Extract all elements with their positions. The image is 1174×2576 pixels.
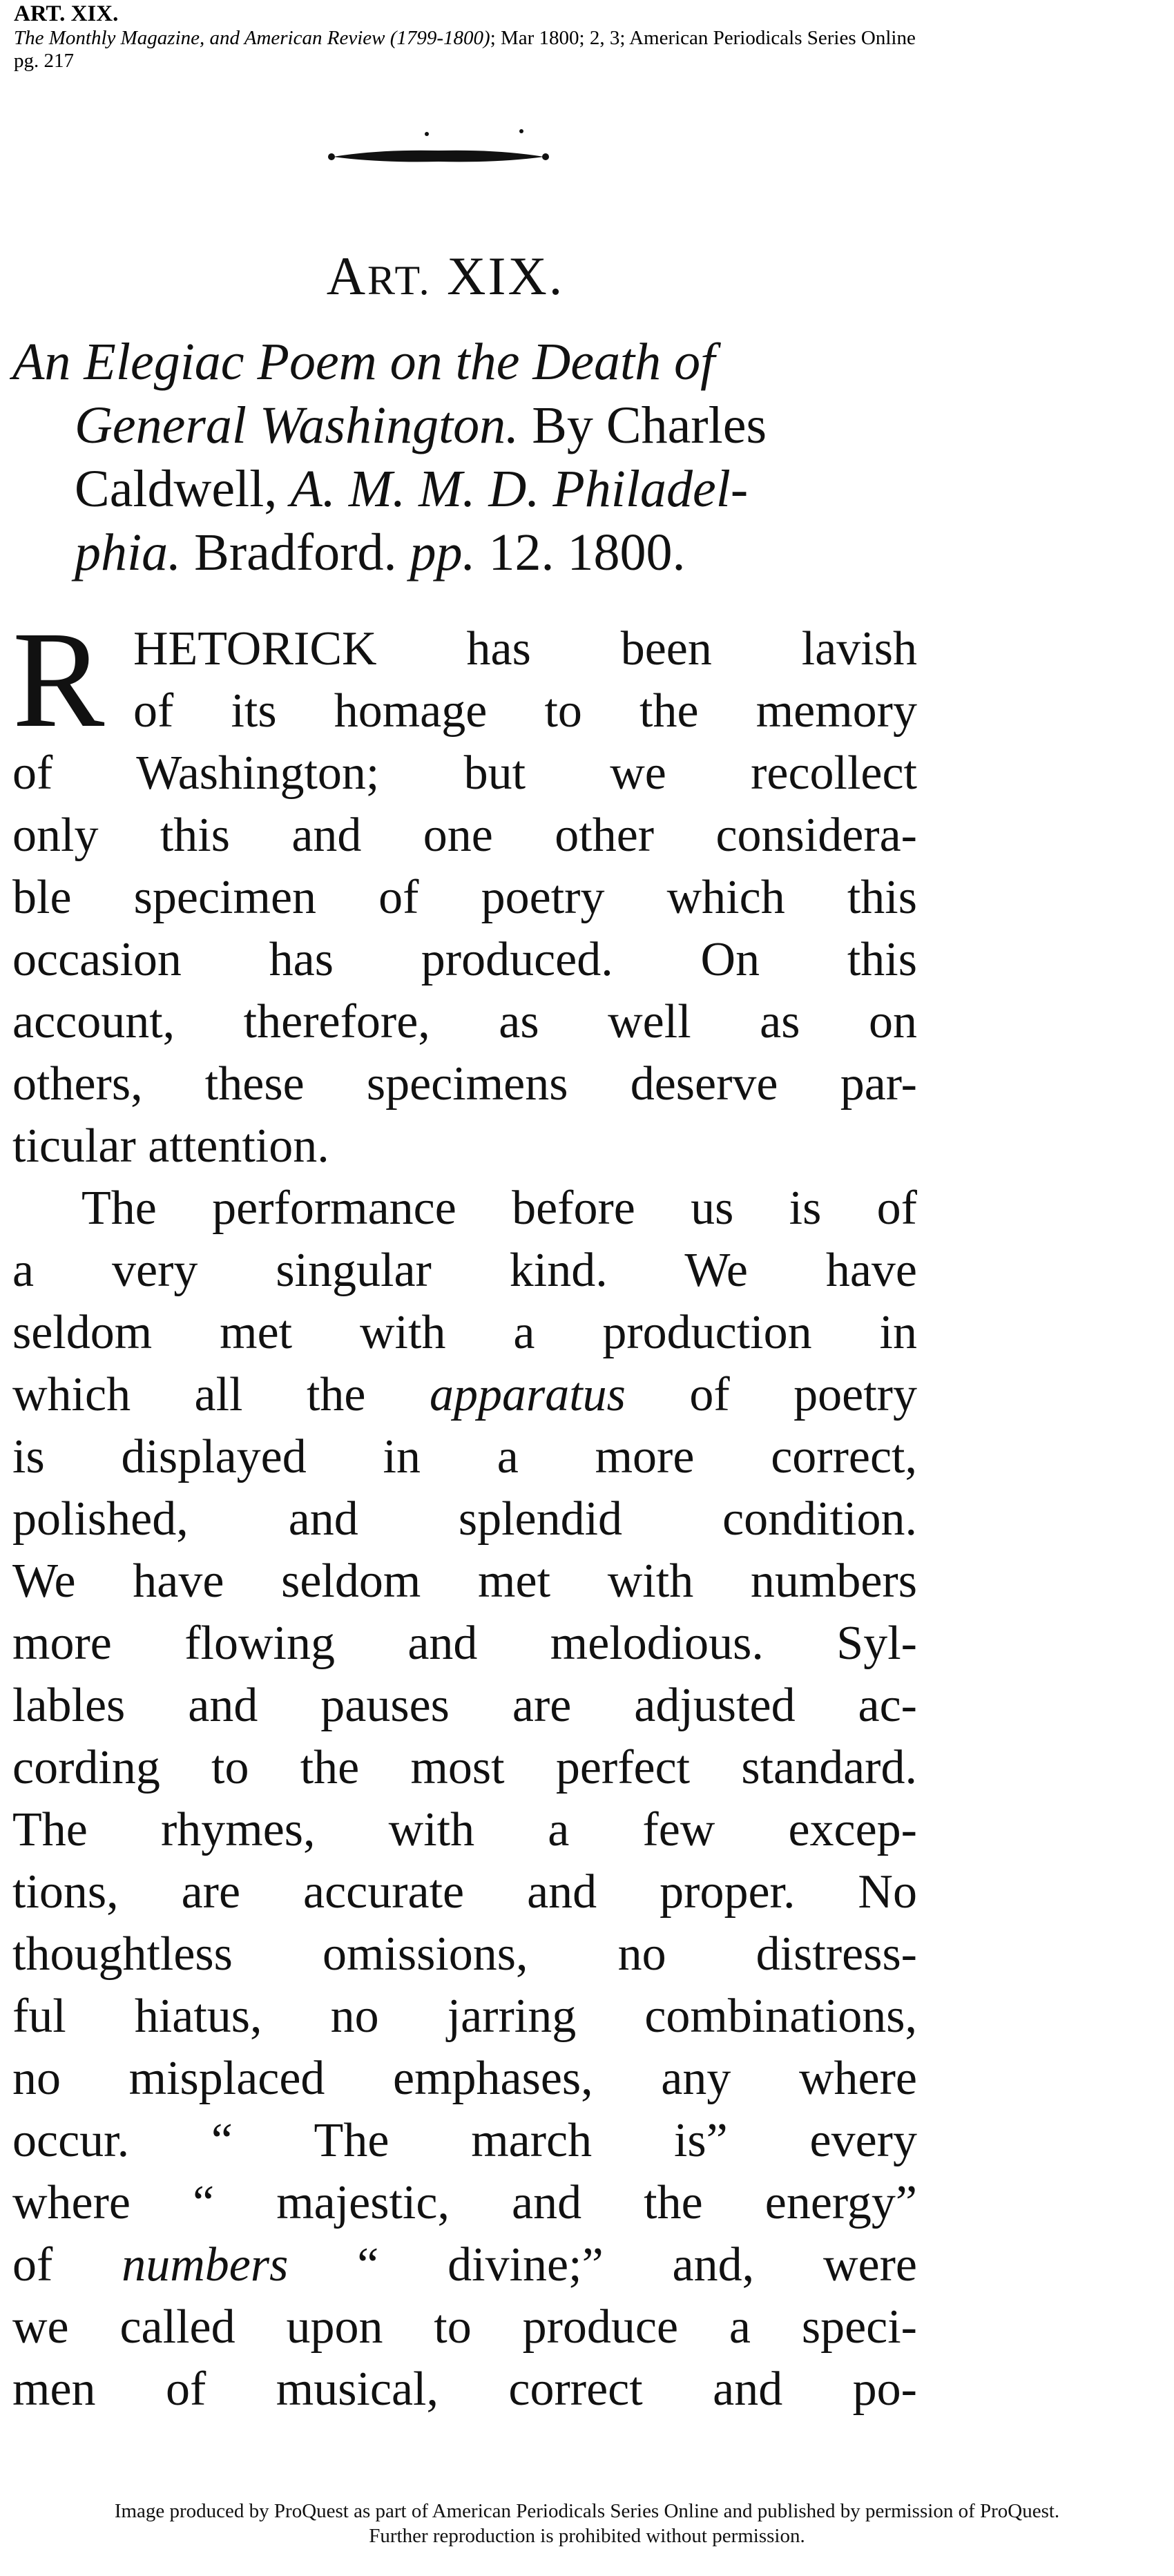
bib-line-2-rest: By Charles: [519, 396, 767, 454]
bib-line-1-text: An Elegiac Poem on the Death of: [12, 333, 715, 391]
text-line-italic: apparatus: [429, 1368, 626, 1421]
citation-header: [14, 1, 1160, 73]
bib-line-4-pages-abbr: pp.: [410, 523, 476, 581]
text-line: men of musical, correct and po-: [12, 2363, 917, 2416]
text-line: [12, 1364, 917, 1426]
bib-line-4-mid: Bradford.: [181, 523, 410, 581]
text-line: others, these specimens deserve par-: [12, 1057, 917, 1111]
article-body: [12, 604, 917, 2421]
text-line: tions, are accurate and proper. No: [12, 1865, 917, 1919]
footer-line-1: Image produced by ProQuest as part of American Periodicals Series Online and published by permission of ProQuest.: [114, 2500, 1060, 2522]
text-line: of Washington; but we recollect: [12, 747, 917, 800]
text-line: account, therefore, as well as on: [12, 995, 917, 1048]
article-title-initial: A: [326, 246, 368, 306]
proquest-footer: [0, 2499, 1174, 2548]
bib-line-3-plain: Caldwell,: [75, 460, 291, 518]
text-line: no misplaced emphases, any where: [12, 2052, 917, 2105]
text-line: seldom met with a production in: [12, 1306, 917, 1359]
bib-line-4-rest: 12. 1800.: [475, 523, 686, 581]
text-line: thoughtless omissions, no distress-: [12, 1928, 917, 1981]
citation-source: [14, 27, 1160, 50]
text-line: ble specimen of poetry which this: [12, 871, 917, 924]
bib-line-3: [12, 457, 910, 521]
bib-line-3-italic: A. M. M. D. Philadel-: [290, 460, 749, 518]
text-line: cording to the most perfect standard.: [12, 1741, 917, 1794]
text-line: occasion has produced. On this: [12, 933, 917, 986]
text-line-part: “ divine;” and, were: [288, 2238, 917, 2291]
article-title-smallcaps: RT.: [367, 258, 432, 303]
bib-line-1: [12, 330, 910, 394]
bib-line-2-italic: General Washington.: [75, 396, 519, 454]
text-line: The performance before us is of: [81, 1182, 917, 1235]
article-title: [0, 245, 891, 311]
text-line: more flowing and melodious. Syl-: [12, 1617, 917, 1670]
article-title-number: XIX.: [431, 246, 565, 306]
text-line-part: of poetry: [625, 1368, 917, 1421]
text-line: HETORICK has been lavish: [133, 622, 917, 675]
bibliographic-heading: [12, 330, 910, 584]
text-line: polished, and splendid condition.: [12, 1492, 917, 1546]
text-line: where “ majestic, and the energy”: [12, 2176, 917, 2229]
text-line: ticular attention.: [12, 1119, 329, 1173]
bib-line-4-italic: phia.: [75, 523, 182, 581]
text-line: we called upon to produce a speci-: [12, 2300, 917, 2354]
text-line: only this and one other considera-: [12, 809, 917, 862]
text-line: occur. “ The march is” every: [12, 2114, 917, 2167]
citation-details: ; Mar 1800; 2, 3; American Periodicals Series Online: [490, 27, 916, 49]
citation-journal: The Monthly Magazine, and American Review (1799-1800): [14, 27, 490, 49]
text-line: [12, 2234, 917, 2296]
text-line: ful hiatus, no jarring combinations,: [12, 1990, 917, 2043]
bib-line-2: [12, 394, 910, 457]
drop-cap: R: [12, 604, 105, 756]
text-line: is displayed in a more correct,: [12, 1430, 917, 1483]
citation-page: pg. 217: [14, 50, 74, 72]
text-line: lables and pauses are adjusted ac-: [12, 1679, 917, 1732]
ornament-rule-icon: [325, 126, 552, 181]
text-line: The rhymes, with a few excep-: [12, 1803, 917, 1856]
text-line: a very singular kind. We have: [12, 1244, 917, 1297]
text-line-part: which all the: [12, 1368, 430, 1421]
footer-line-2: Further reproduction is prohibited without permission.: [369, 2525, 805, 2547]
text-line-part: of: [12, 2238, 122, 2291]
text-line: of its homage to the memory: [133, 684, 917, 738]
text-line-italic: numbers: [122, 2238, 289, 2291]
bib-line-4: [12, 521, 910, 584]
text-line: We have seldom met with numbers: [12, 1555, 917, 1608]
citation-title: ART. XIX.: [14, 1, 119, 26]
